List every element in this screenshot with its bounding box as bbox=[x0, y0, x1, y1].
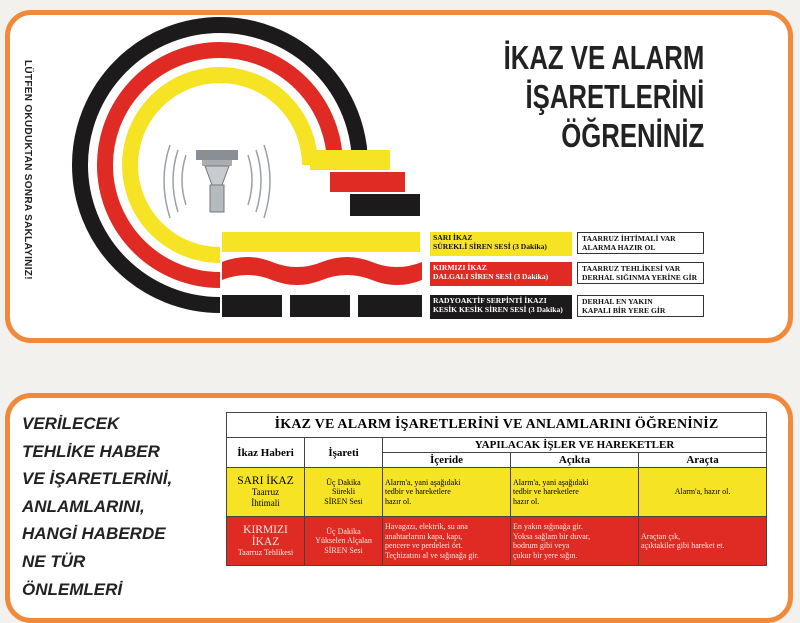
intermittent-signal-band bbox=[222, 295, 422, 317]
side-note: LÜTFEN OKUDUKTAN SONRA SAKLAYINIZ! bbox=[22, 60, 33, 280]
title-line-3: ÖĞRENİNİZ bbox=[560, 117, 704, 154]
ikaz-title: SARI İKAZ bbox=[237, 475, 294, 487]
ikaz-sub: Taarruz İhtimali bbox=[251, 487, 280, 508]
table-row bbox=[227, 517, 767, 566]
heading-line: ANLAMLARINI, bbox=[22, 496, 145, 516]
col-isareti: İşareti bbox=[305, 438, 383, 468]
acikta-cell: Alarm'a, yani aşağıdaki tedbir ve hareketlere hazır ol. bbox=[511, 468, 639, 517]
heading-line: ÖNLEMLERİ bbox=[22, 579, 123, 599]
fallout-signal-label: RADYOAKTİF SERPİNTİ İKAZI KESİK KESİK SİREN SESİ (3 Dakika) bbox=[430, 295, 572, 319]
col-acikta: Açıkta bbox=[511, 453, 639, 468]
aracta-cell: Alarm'a, hazır ol. bbox=[639, 468, 767, 517]
ikaz-cell bbox=[227, 517, 305, 566]
black-arm bbox=[350, 194, 420, 216]
poster-title bbox=[503, 38, 704, 155]
continuous-signal-band bbox=[222, 232, 420, 252]
ikaz-sub: Taarruz Tehlikesi bbox=[237, 548, 294, 558]
table-caption: İKAZ VE ALARM İŞARETLERİNİ VE ANLAMLARINI ÖĞRENİNİZ bbox=[227, 413, 767, 438]
heading-line: VERİLECEK bbox=[22, 414, 120, 433]
red-arm bbox=[330, 172, 405, 192]
fallout-signal-meaning: DERHAL EN YAKIN KAPALI BİR YERE GİR bbox=[577, 295, 704, 317]
table-row bbox=[227, 468, 767, 517]
wavy-signal-band bbox=[222, 257, 422, 285]
siren-icon bbox=[164, 145, 270, 218]
col-iceride: İçeride bbox=[383, 453, 511, 468]
yellow-signal-label: SARI İKAZ SÜREKLİ SİREN SESİ (3 Dakika) bbox=[430, 232, 572, 256]
aracta-cell: Araçtan çık, açıktakiler gibi hareket et. bbox=[639, 517, 767, 566]
acikta-cell: En yakın sığınağa gir. Yoksa sağlam bir duvar, bodrum gibi veya çukur bir yere sığın. bbox=[511, 517, 639, 566]
heading-line: NE TÜR bbox=[22, 551, 86, 571]
iceride-cell: Alarm'a, yani aşağıdaki tedbir ve hareketlere hazır ol. bbox=[383, 468, 511, 517]
isaret-cell: Üç Dakika Sürekli SİREN Sesi bbox=[305, 468, 383, 517]
isaret-cell: Üç Dakika Yükselen Alçalan SİREN Sesi bbox=[305, 517, 383, 566]
iceride-cell: Havagazı, elektrik, su ana anahtarlarını kapa, kapı, pencere ve perdeleri ört. Teçhizatını al ve sığınağa gir. bbox=[383, 517, 511, 566]
siren-actions-table bbox=[226, 412, 767, 566]
red-signal-meaning: TAARRUZ TEHLİKESİ VAR DERHAL SIĞINMA YERİNE GİR bbox=[577, 262, 704, 284]
ikaz-title: KIRMIZI İKAZ bbox=[243, 524, 288, 549]
heading-line: HANGİ HABERDE bbox=[22, 524, 166, 544]
title-line-1: İKAZ VE ALARM bbox=[503, 39, 704, 76]
red-signal-label: KIRMIZI İKAZ DALGALI SİREN SESİ (3 Dakika) bbox=[430, 262, 572, 286]
col-group-actions: YAPILACAK İŞLER VE HAREKETLER bbox=[383, 438, 767, 453]
col-aracta: Araçta bbox=[639, 453, 767, 468]
heading-line: VE İŞARETLERİNİ, bbox=[22, 469, 173, 489]
heading-line: TEHLİKE HABER bbox=[22, 441, 160, 461]
col-ikaz-haberi: İkaz Haberi bbox=[227, 438, 305, 468]
yellow-signal-meaning: TAARRUZ İHTİMALİ VAR ALARMA HAZIR OL bbox=[577, 232, 704, 254]
instructions-heading bbox=[22, 410, 172, 603]
yellow-arm bbox=[310, 150, 390, 170]
ikaz-cell bbox=[227, 468, 305, 517]
title-line-2: İŞARETLERİNİ bbox=[525, 78, 704, 115]
